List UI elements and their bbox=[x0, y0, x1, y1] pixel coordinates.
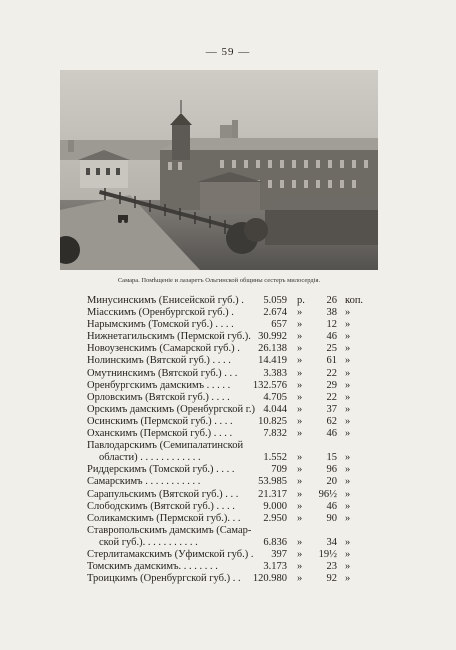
donation-list bbox=[87, 295, 372, 585]
row-kopeck-unit: » bbox=[345, 343, 351, 355]
row-kopecks: 96½ bbox=[318, 488, 337, 500]
row-amount: 21.317 bbox=[258, 488, 287, 500]
row-name: Сарапульскимъ (Вятской губ.) . . . bbox=[87, 488, 239, 500]
row-amount: 5.059 bbox=[263, 295, 287, 306]
photo-caption: Самара. Помѣщеніе и лазаретъ Ольгинской общины сестеръ милосердія. bbox=[117, 277, 321, 284]
row-amount: 3.173 bbox=[263, 561, 287, 573]
row-name: Нарымскимъ (Томской губ.) . . . . bbox=[87, 319, 234, 331]
row-name: области) . . . . . . . . . . . . bbox=[99, 452, 201, 464]
row-currency: » bbox=[297, 464, 303, 476]
row-amount: 132.576 bbox=[252, 379, 287, 391]
row-currency: » bbox=[297, 307, 303, 319]
row-kopeck-unit: » bbox=[345, 512, 351, 524]
row-name: Міасскимъ (Оренбургской губ.) . bbox=[87, 307, 234, 319]
row-amount: 709 bbox=[271, 464, 287, 476]
row-amount: 397 bbox=[271, 548, 287, 560]
list-row bbox=[87, 295, 372, 307]
row-kopecks: 90 bbox=[326, 512, 337, 524]
row-currency: » bbox=[297, 319, 303, 331]
row-kopeck-unit: » bbox=[345, 379, 351, 391]
row-name: Минусинскимъ (Енисейской губ.) . bbox=[87, 295, 244, 306]
row-kopecks: 12 bbox=[326, 319, 337, 331]
row-name: Соликамскимъ (Пермской губ.). . . bbox=[87, 512, 241, 524]
row-kopecks: 20 bbox=[326, 476, 337, 488]
row-name: Орскимъ дамскимъ (Оренбургской г.) bbox=[87, 403, 255, 415]
list-row bbox=[87, 416, 372, 428]
row-kopecks: 19½ bbox=[318, 548, 337, 560]
row-currency: р. bbox=[297, 295, 305, 306]
row-kopecks: 22 bbox=[326, 367, 337, 379]
row-kopecks: 23 bbox=[326, 561, 337, 573]
row-kopecks: 26 bbox=[326, 295, 337, 306]
row-kopecks: 22 bbox=[326, 391, 337, 403]
row-name: Орловскимъ (Вятской губ.) . . . . bbox=[87, 391, 230, 403]
row-amount: 26.138 bbox=[258, 343, 287, 355]
row-kopecks: 34 bbox=[326, 536, 337, 548]
row-currency: » bbox=[297, 476, 303, 488]
row-kopeck-unit: » bbox=[345, 331, 351, 343]
row-kopeck-unit: » bbox=[345, 403, 351, 415]
list-row bbox=[87, 489, 372, 501]
row-kopeck-unit: » bbox=[345, 355, 351, 367]
row-kopecks: 29 bbox=[326, 379, 337, 391]
list-row bbox=[87, 464, 372, 476]
row-kopecks: 46 bbox=[326, 500, 337, 512]
list-row bbox=[87, 452, 372, 464]
row-name: Томскимъ дамскимъ. . . . . . . . bbox=[87, 561, 218, 573]
list-row bbox=[87, 549, 372, 561]
list-row bbox=[87, 561, 372, 573]
row-name: Нижнетагильскимъ (Пермской губ.). bbox=[87, 331, 251, 343]
list-row bbox=[87, 440, 372, 452]
row-name: Оренбургскимъ дамскимъ . . . . . bbox=[87, 379, 231, 391]
row-amount: 4.705 bbox=[263, 391, 287, 403]
row-kopeck-unit: » bbox=[345, 561, 351, 573]
page-number: — 59 — bbox=[205, 46, 251, 58]
row-kopeck-unit: » bbox=[345, 391, 351, 403]
row-name: Ставропольскимъ дамскимъ (Самар- bbox=[87, 524, 252, 536]
row-kopeck-unit: » bbox=[345, 307, 351, 319]
photo-illustration bbox=[60, 70, 378, 270]
list-row bbox=[87, 392, 372, 404]
row-amount: 1.552 bbox=[263, 452, 287, 464]
list-row bbox=[87, 573, 372, 585]
row-amount: 9.000 bbox=[263, 500, 287, 512]
list-row bbox=[87, 380, 372, 392]
list-row bbox=[87, 537, 372, 549]
row-currency: » bbox=[297, 573, 303, 585]
row-amount: 2.674 bbox=[263, 307, 287, 319]
row-kopecks: 61 bbox=[326, 355, 337, 367]
row-amount: 14.419 bbox=[258, 355, 287, 367]
row-name: Оханскимъ (Пермской губ.) . . . . bbox=[87, 428, 233, 440]
row-currency: » bbox=[297, 403, 303, 415]
list-row bbox=[87, 501, 372, 513]
row-name: Омутнинскимъ (Вятской губ.) . . . bbox=[87, 367, 238, 379]
list-row bbox=[87, 319, 372, 331]
list-row bbox=[87, 307, 372, 319]
row-name: Павлодарскимъ (Семипалатинской bbox=[87, 440, 244, 452]
row-kopeck-unit: коп. bbox=[345, 295, 364, 306]
row-currency: » bbox=[297, 415, 303, 427]
list-row bbox=[87, 404, 372, 416]
row-kopeck-unit: » bbox=[345, 573, 351, 585]
row-name: Нолинскимъ (Вятской губ.) . . . . bbox=[87, 355, 231, 367]
row-amount: 53.985 bbox=[258, 476, 287, 488]
row-currency: » bbox=[297, 428, 303, 440]
row-kopeck-unit: » bbox=[345, 464, 351, 476]
row-currency: » bbox=[297, 367, 303, 379]
row-amount: 30.992 bbox=[258, 331, 287, 343]
row-amount: 7.832 bbox=[263, 428, 287, 440]
row-amount: 120.980 bbox=[252, 573, 287, 585]
row-kopecks: 25 bbox=[326, 343, 337, 355]
row-kopeck-unit: » bbox=[345, 488, 351, 500]
row-kopecks: 62 bbox=[326, 415, 337, 427]
row-kopeck-unit: » bbox=[345, 367, 351, 379]
row-name: Слободскимъ (Вятской губ.) . . . . bbox=[87, 500, 235, 512]
row-amount: 2.950 bbox=[263, 512, 287, 524]
list-row bbox=[87, 428, 372, 440]
row-kopecks: 92 bbox=[326, 573, 337, 585]
row-amount: 4.044 bbox=[263, 403, 287, 415]
row-kopeck-unit: » bbox=[345, 428, 351, 440]
row-amount: 10.825 bbox=[258, 415, 287, 427]
row-currency: » bbox=[297, 548, 303, 560]
row-name: Новоузенскимъ (Самарской губ.) . bbox=[87, 343, 240, 355]
row-kopeck-unit: » bbox=[345, 452, 351, 464]
list-row bbox=[87, 368, 372, 380]
row-amount: 3.383 bbox=[263, 367, 287, 379]
row-name: Стерлитамакскимъ (Уфимской губ.) . bbox=[87, 548, 254, 560]
list-row bbox=[87, 525, 372, 537]
row-currency: » bbox=[297, 561, 303, 573]
list-row bbox=[87, 331, 372, 343]
list-row bbox=[87, 355, 372, 367]
row-currency: » bbox=[297, 355, 303, 367]
row-kopecks: 38 bbox=[326, 307, 337, 319]
list-row bbox=[87, 343, 372, 355]
row-name: ской губ.). . . . . . . . . . . bbox=[99, 536, 198, 548]
row-kopecks: 15 bbox=[326, 452, 337, 464]
row-currency: » bbox=[297, 536, 303, 548]
row-name: Риддерскимъ (Томской губ.) . . . . bbox=[87, 464, 235, 476]
row-kopeck-unit: » bbox=[345, 319, 351, 331]
list-row bbox=[87, 513, 372, 525]
row-kopeck-unit: » bbox=[345, 548, 351, 560]
row-kopecks: 96 bbox=[326, 464, 337, 476]
row-currency: » bbox=[297, 512, 303, 524]
row-currency: » bbox=[297, 331, 303, 343]
row-currency: » bbox=[297, 379, 303, 391]
photograph bbox=[60, 70, 378, 270]
row-currency: » bbox=[297, 500, 303, 512]
row-name: Самарскимъ . . . . . . . . . . . bbox=[87, 476, 201, 488]
row-kopeck-unit: » bbox=[345, 536, 351, 548]
row-kopeck-unit: » bbox=[345, 415, 351, 427]
row-currency: » bbox=[297, 452, 303, 464]
row-kopeck-unit: » bbox=[345, 500, 351, 512]
row-kopecks: 46 bbox=[326, 428, 337, 440]
row-name: Осинскимъ (Пермской губ.) . . . . bbox=[87, 415, 233, 427]
row-kopecks: 46 bbox=[326, 331, 337, 343]
row-kopeck-unit: » bbox=[345, 476, 351, 488]
row-currency: » bbox=[297, 343, 303, 355]
list-row bbox=[87, 476, 372, 488]
row-amount: 6.836 bbox=[263, 536, 287, 548]
row-kopecks: 37 bbox=[326, 403, 337, 415]
row-currency: » bbox=[297, 391, 303, 403]
row-currency: » bbox=[297, 488, 303, 500]
row-name: Троицкимъ (Оренбургской губ.) . . bbox=[87, 573, 241, 585]
row-amount: 657 bbox=[271, 319, 287, 331]
